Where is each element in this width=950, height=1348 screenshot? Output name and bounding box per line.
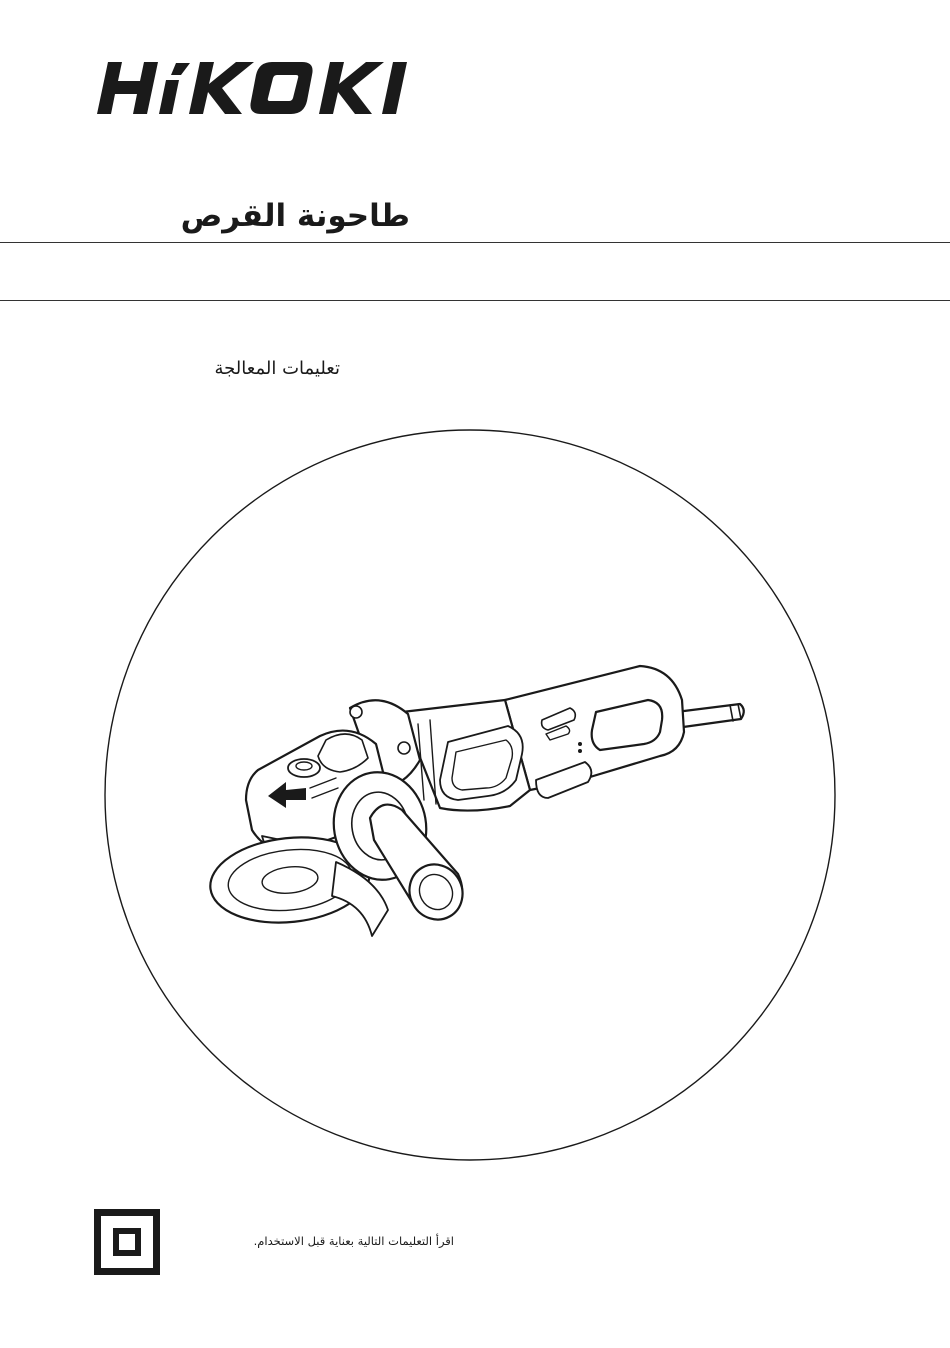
disc-grinder-drawing [206, 666, 744, 936]
read-instructions-notice: اقرأ التعليمات التالية بعناية قبل الاستخدام. [253, 1234, 454, 1248]
product-title: طاحونة القرص [180, 198, 410, 234]
top-divider [0, 242, 950, 243]
bottom-divider [0, 300, 950, 301]
class-ii-double-square-icon [94, 1209, 160, 1275]
document-subtitle: تعليمات المعالجة [214, 358, 340, 379]
hikoki-logo [96, 60, 412, 116]
disc-grinder-illustration [100, 426, 840, 1166]
